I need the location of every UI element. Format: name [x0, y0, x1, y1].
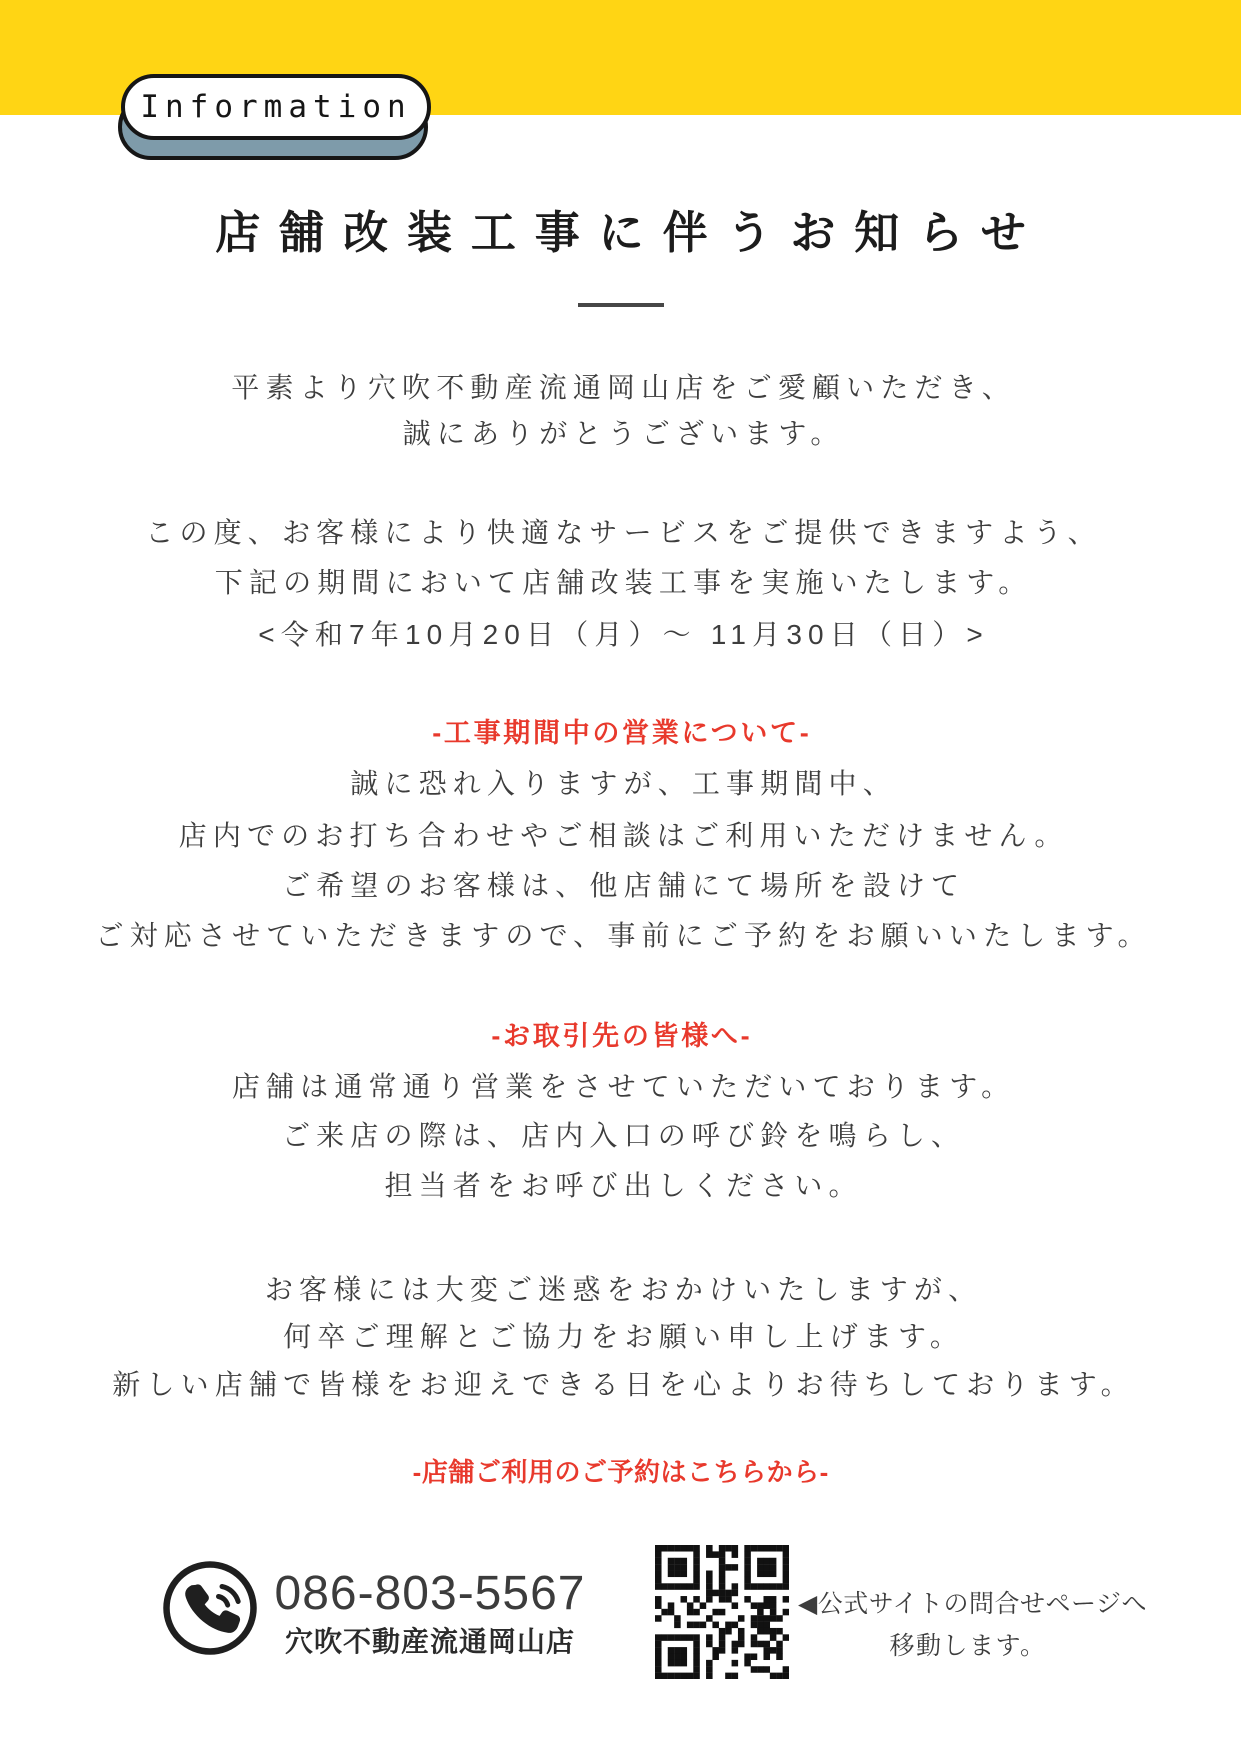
body-line: ご希望のお客様は、他店舗にて場所を設けて: [281, 870, 966, 901]
closing-line: お客様には大変ご迷惑をおかけいたしますが、: [264, 1274, 983, 1305]
body-line: ご対応させていただきますので、事前にご予約をお願いいたします。: [95, 920, 1152, 951]
construction-period: <令和7年10月20日（月）～ 11月30日（日）>: [258, 619, 989, 650]
information-badge: [118, 74, 438, 164]
qr-caption-line: ◀公式サイトの問合せページへ: [798, 1590, 1147, 1618]
intro-line: 平素より穴吹不動産流通岡山店をご愛顧いただき、: [231, 372, 1016, 403]
body-line: 店舗は通常通り営業をさせていただいております。: [231, 1071, 1016, 1102]
closing-line: 新しい店舗で皆様をお迎えできる日を心よりお待ちしております。: [112, 1369, 1135, 1400]
body-line: 担当者をお呼び出しください。: [384, 1170, 863, 1201]
page-title: 店舗改装工事に伴うお知らせ: [215, 207, 1045, 258]
badge-pill: [121, 74, 431, 140]
section-heading-business: -工事期間中の営業について-: [432, 718, 812, 748]
badge-label: Information: [140, 89, 412, 125]
title-divider: [578, 303, 664, 307]
phone-receiver-icon: [160, 1558, 260, 1658]
store-name: 穴吹不動産流通岡山店: [284, 1626, 575, 1657]
closing-line: 何卒ご理解とご協力をお願い申し上げます。: [283, 1321, 965, 1352]
section-heading-partners: -お取引先の皆様へ-: [491, 1021, 753, 1051]
phone-number: 086-803-5567: [274, 1567, 586, 1620]
reservation-heading: -店舗ご利用のご予約はこちらから-: [412, 1457, 829, 1487]
body-line: ご来店の際は、店内入口の呼び鈴を鳴らし、: [281, 1120, 966, 1151]
qr-code: [655, 1545, 789, 1679]
qr-caption-line: 移動します。: [889, 1632, 1047, 1660]
announce-line: 下記の期間において店舗改装工事を実施いたします。: [214, 567, 1033, 598]
announce-line: この度、お客様により快適なサービスをご提供できますよう、: [145, 517, 1102, 548]
intro-line: 誠にありがとうございます。: [402, 418, 845, 449]
body-line: 誠に恐れ入りますが、工事期間中、: [350, 768, 897, 799]
body-line: 店内でのお打ち合わせやご相談はご利用いただけません。: [178, 820, 1069, 851]
